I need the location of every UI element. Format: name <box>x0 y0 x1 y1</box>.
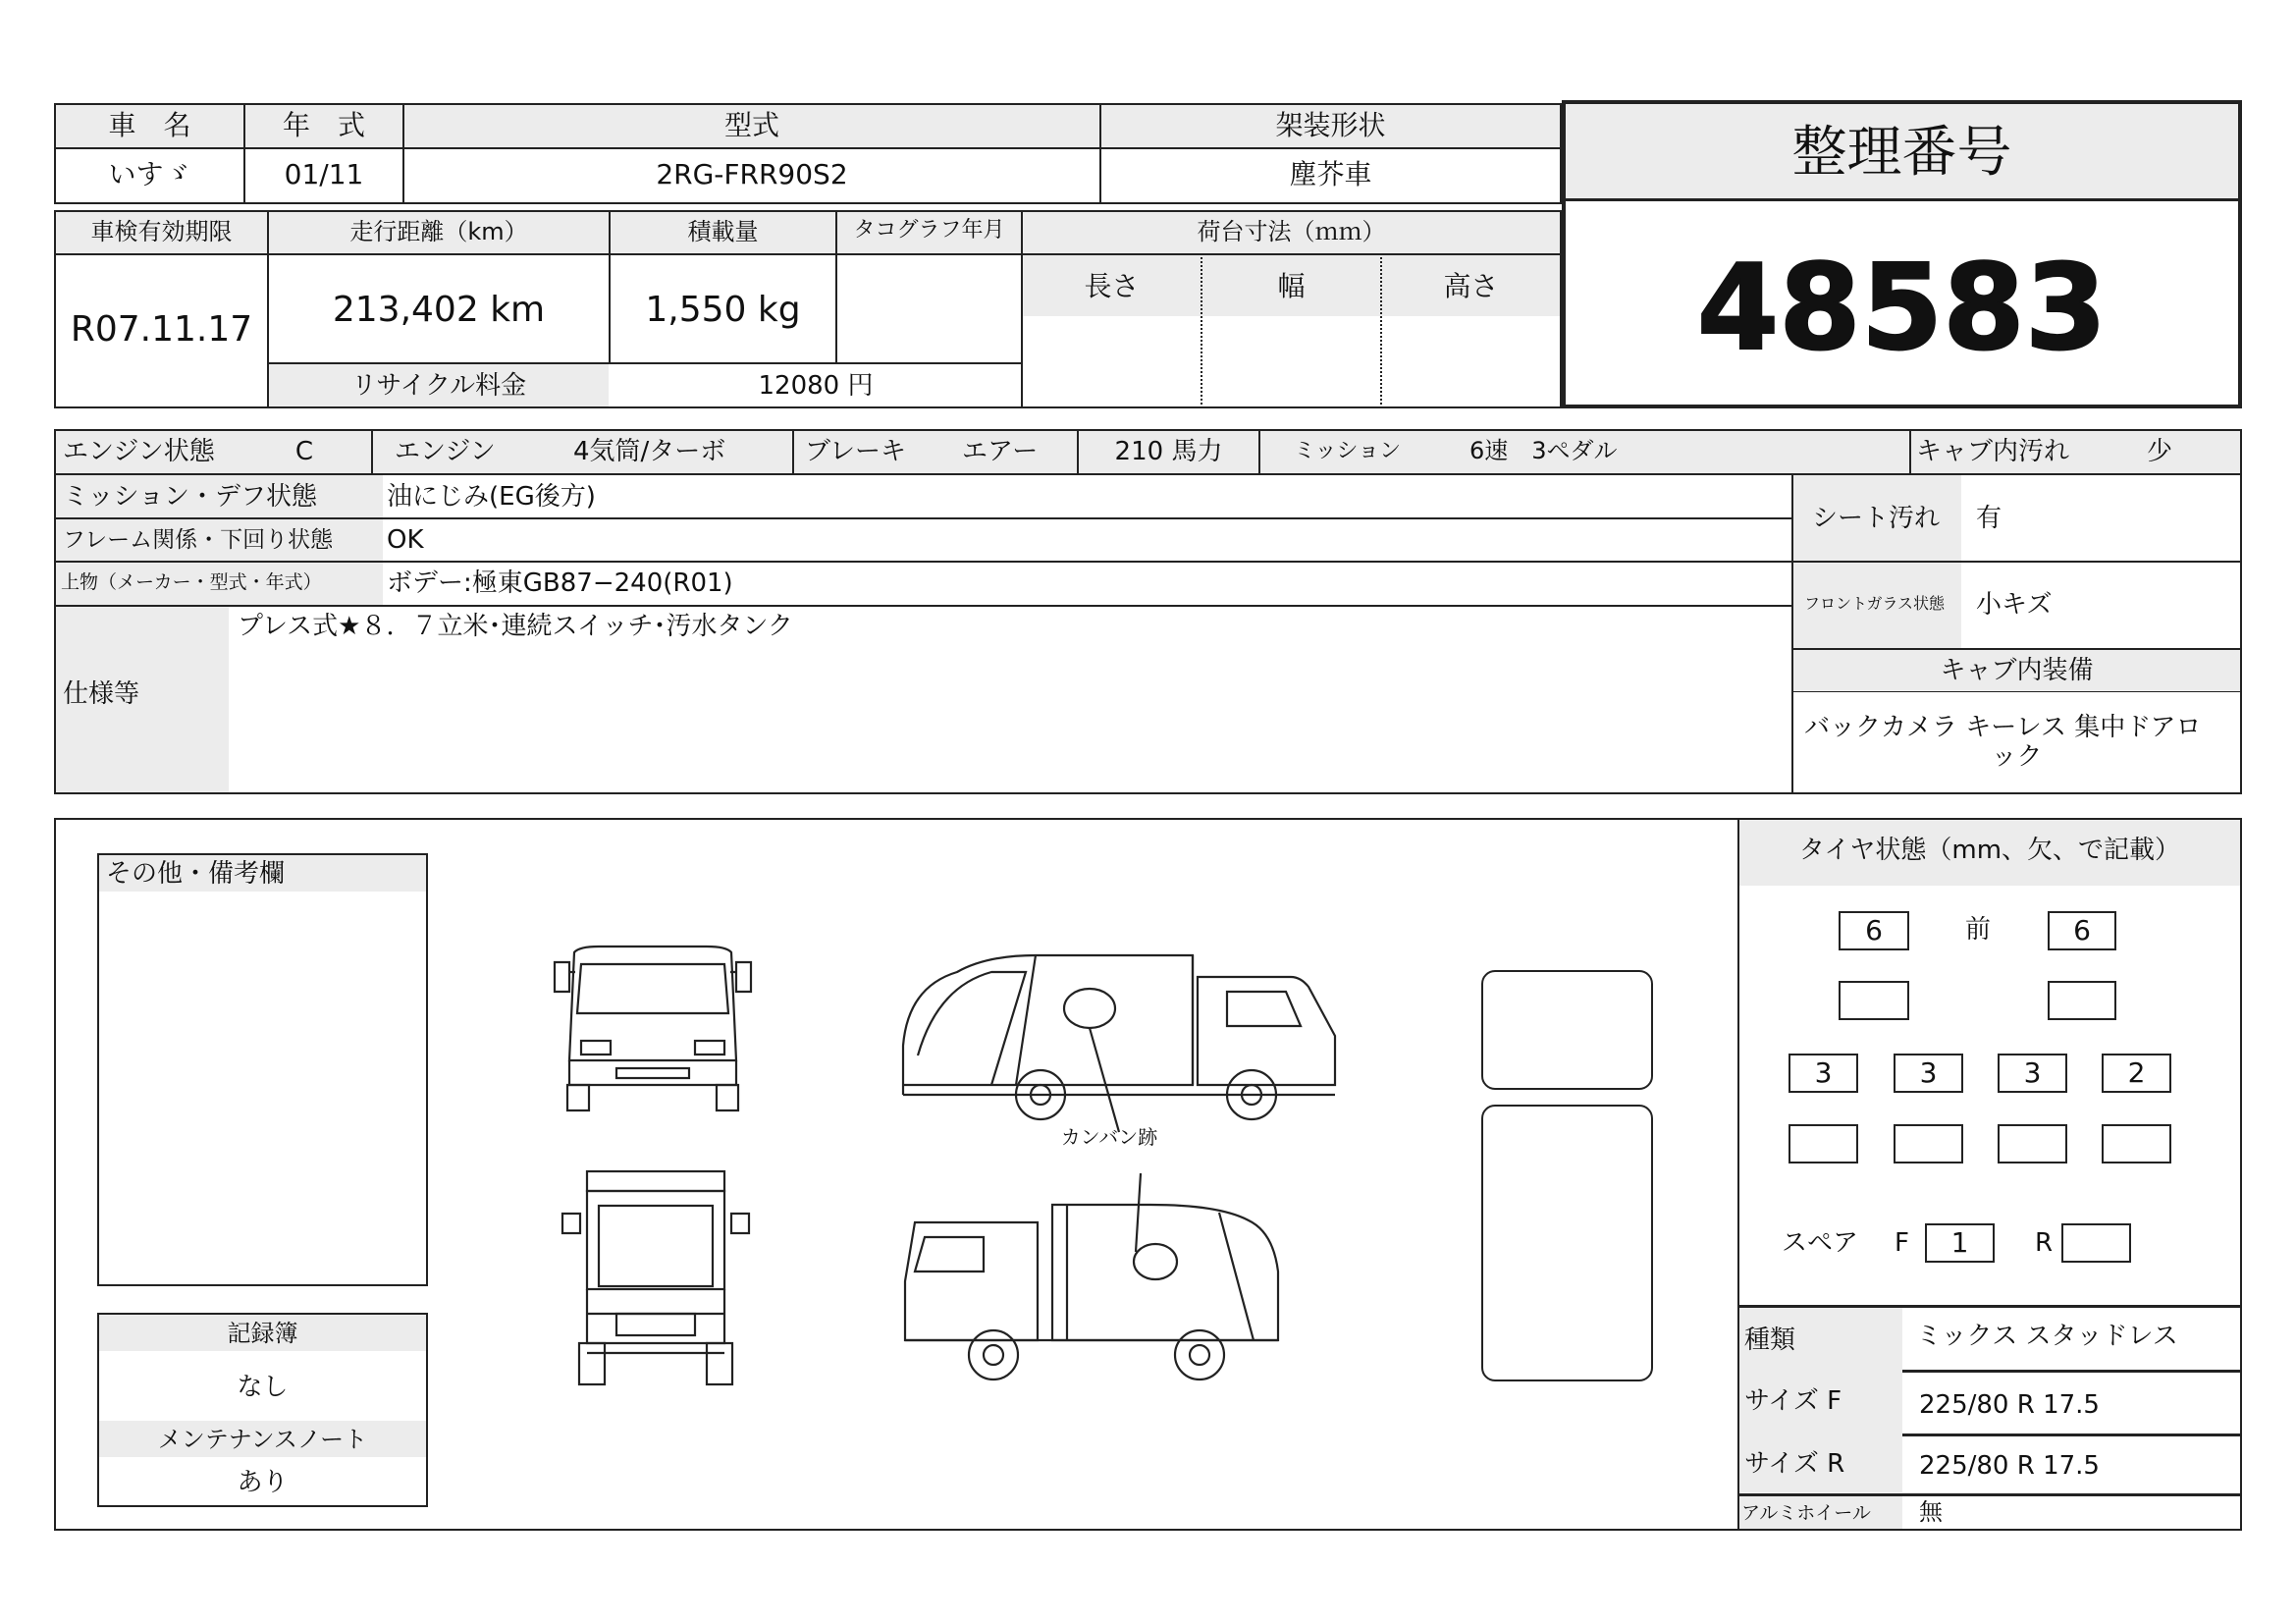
spare-label: スペア <box>1782 1228 1859 1258</box>
truck-left-side-diagram <box>898 947 1369 1129</box>
engine-state-value: C <box>294 437 314 466</box>
name-label: 車 名 <box>108 109 191 141</box>
size-f-label: サイズ F <box>1744 1386 1842 1416</box>
remarks-box <box>97 853 428 1286</box>
type-value: ミックス スタッドレス <box>1916 1322 2178 1351</box>
front-label: 前 <box>1964 915 1991 945</box>
record-label: 記録簿 <box>227 1320 298 1347</box>
tire-front-left: 6 <box>1839 911 1909 950</box>
mileage-value: 213,402 km <box>332 290 546 330</box>
tire-front-right: 6 <box>2048 911 2116 950</box>
brake-value: エアー <box>962 437 1039 466</box>
alu-label: アルミホイール <box>1741 1502 1871 1524</box>
shaken-label: 車検有効期限 <box>90 218 233 245</box>
cab-dirt-label: キャブ内汚れ <box>1916 437 2070 466</box>
name-value: いすゞ <box>108 158 191 190</box>
body-top-view <box>1481 1105 1653 1381</box>
payload-value: 1,550 kg <box>645 290 801 330</box>
diagram-note: カンバン跡 <box>1060 1125 1158 1149</box>
tire-front-right-note <box>2048 981 2116 1020</box>
brake-label: ブレーキ <box>805 437 906 466</box>
upper-value: ボデー:極東GB87−240(R01) <box>387 568 733 598</box>
height-label: 高さ <box>1443 270 1499 302</box>
remarks-label: その他・備考欄 <box>106 859 286 889</box>
cab-top-view <box>1481 970 1653 1090</box>
recycle-label: リサイクル料金 <box>350 371 527 401</box>
truck-right-side-diagram <box>895 1193 1366 1380</box>
cab-dirt-value: 少 <box>2147 437 2173 466</box>
tacho-label: タコグラフ年月 <box>853 218 1005 243</box>
engine-label: エンジン <box>395 437 496 466</box>
engine-state-label: エンジン状態 <box>63 437 215 466</box>
truck-front-diagram <box>540 943 766 1114</box>
tire-front-left-note <box>1839 981 1909 1020</box>
shaken-value: R07.11.17 <box>70 309 253 350</box>
spec-label: 仕様等 <box>63 679 140 709</box>
length-label: 長さ <box>1084 270 1140 302</box>
cab-equip-label: キャブ内装備 <box>1940 656 2094 685</box>
year-label: 年 式 <box>282 109 365 141</box>
mileage-label: 走行距離（km） <box>349 218 528 245</box>
diff-label: ミッション・デフ状態 <box>63 482 317 512</box>
tire-rear-2: 3 <box>1894 1054 1963 1093</box>
type-label: 種類 <box>1744 1325 1796 1355</box>
ref-label: 整理番号 <box>1791 121 2012 185</box>
size-r-label: サイズ R <box>1744 1449 1845 1479</box>
glass-value: 小キズ <box>1976 590 2053 620</box>
cab-equip-line2: ック <box>1991 742 2043 772</box>
record-value: なし <box>237 1373 289 1402</box>
spec-value: プレス式★８．７立米･連続スイッチ･汚水タンク <box>238 612 793 641</box>
recycle-value: 12080 円 <box>758 371 874 401</box>
frame-value: OK <box>387 525 424 555</box>
seat-label: シート汚れ <box>1812 504 1941 533</box>
tire-rear-3: 3 <box>1998 1054 2067 1093</box>
glass-label: フロントガラス状態 <box>1804 594 1946 613</box>
body-type-value: 塵芥車 <box>1289 158 1372 190</box>
spare-r-value <box>2061 1223 2131 1263</box>
mission-label: ミッション <box>1294 439 1402 463</box>
spare-r-label: R <box>2035 1228 2054 1258</box>
year-value: 01/11 <box>284 158 364 190</box>
tire-rear-2-note <box>1894 1124 1963 1163</box>
frame-label: フレーム関係・下回り状態 <box>63 527 334 553</box>
upper-label: 上物（メーカー・型式・年式） <box>61 571 322 593</box>
width-label: 幅 <box>1277 270 1306 302</box>
hp-value: 210 馬力 <box>1114 437 1223 466</box>
ref-number: 48583 <box>1696 241 2108 377</box>
diff-value: 油にじみ(EG後方) <box>387 482 596 512</box>
model-label: 型式 <box>723 109 779 141</box>
engine-value: 4気筒/ターボ <box>573 437 726 466</box>
body-type-label: 架装形状 <box>1275 109 1386 141</box>
tire-title: タイヤ状態（mm、欠、で記載） <box>1798 836 2181 865</box>
maint-label: メンテナンスノート <box>157 1426 368 1453</box>
maint-value: あり <box>237 1468 289 1497</box>
tire-rear-1-note <box>1789 1124 1858 1163</box>
spare-f-label: F <box>1895 1228 1909 1258</box>
cargo-label: 荷台寸法（ｍｍ） <box>1197 218 1386 245</box>
size-r-value: 225/80 R 17.5 <box>1919 1451 2100 1481</box>
seat-value: 有 <box>1976 504 2002 533</box>
tire-rear-1: 3 <box>1789 1054 1858 1093</box>
alu-value: 無 <box>1919 1498 1943 1526</box>
size-f-value: 225/80 R 17.5 <box>1919 1390 2100 1420</box>
spare-f-value: 1 <box>1925 1223 1995 1263</box>
tire-rear-4: 2 <box>2102 1054 2171 1093</box>
cab-equip-line1: バックカメラ キーレス 集中ドアロ <box>1804 713 2202 742</box>
tire-rear-3-note <box>1998 1124 2067 1163</box>
payload-label: 積載量 <box>687 218 759 245</box>
truck-rear-diagram <box>558 1166 783 1387</box>
mission-value: 6速 3ペダル <box>1469 437 1618 464</box>
tire-rear-4-note <box>2102 1124 2171 1163</box>
model-value: 2RG-FRR90S2 <box>656 158 848 190</box>
